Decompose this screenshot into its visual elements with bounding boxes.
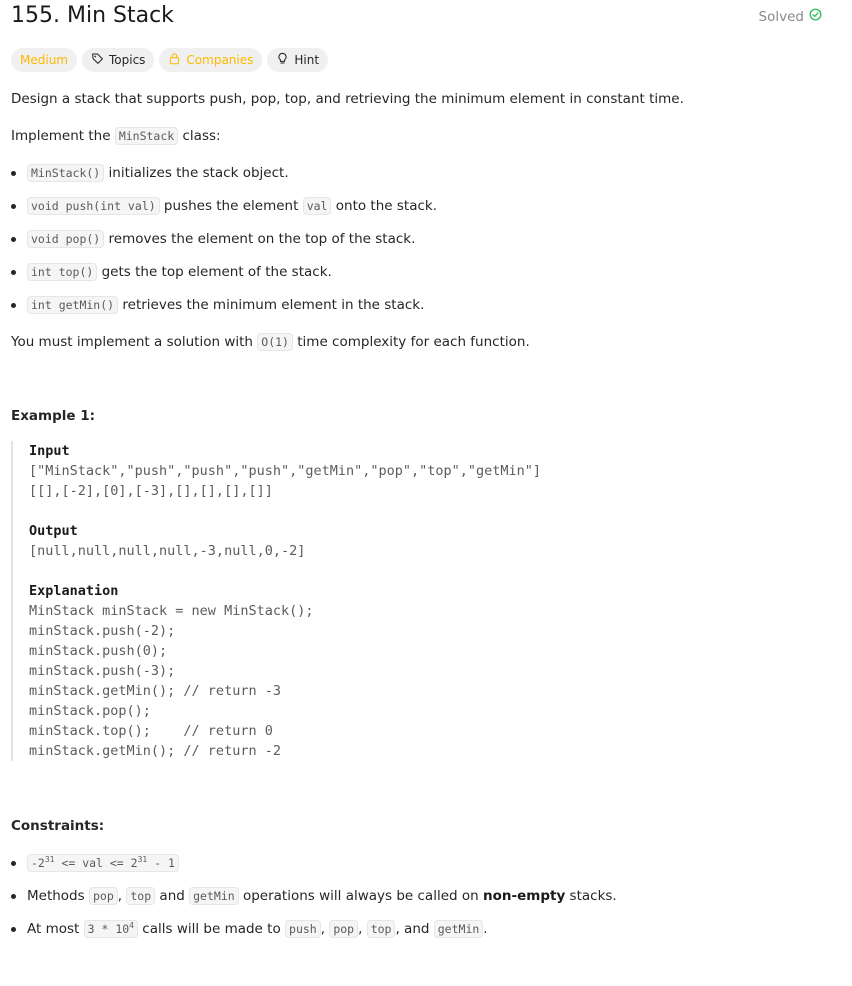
constraint-code: push xyxy=(285,920,321,938)
list-item xyxy=(11,853,617,873)
method-code: void push(int val) xyxy=(27,197,160,215)
solved-label: Solved xyxy=(758,8,804,25)
constraint-code: getMin xyxy=(434,920,484,938)
example-code-block xyxy=(11,441,711,761)
explanation-line: minStack.pop(); xyxy=(29,703,151,719)
list-item: At most $3 * 10^4$ calls will be made to push , pop , top , and getMin . xyxy=(11,919,617,939)
explanation-line: minStack.push(-2); xyxy=(29,623,176,639)
constraint-code: getMin xyxy=(189,887,239,905)
complexity-line xyxy=(11,332,530,352)
constraint-code: pop xyxy=(329,920,358,938)
lock-icon xyxy=(168,52,181,68)
solved-status xyxy=(759,8,822,25)
input-label: Input xyxy=(29,443,70,459)
problem-title[interactable]: 155. Min Stack xyxy=(11,3,174,28)
method-code: void pop() xyxy=(27,230,104,248)
list-item xyxy=(11,229,437,249)
method-text: pushes the element xyxy=(163,198,299,214)
list-item xyxy=(11,196,437,216)
example-heading: Example 1: xyxy=(11,408,96,424)
title-row xyxy=(11,2,822,34)
description-intro: Design a stack that supports push, pop, top, and retrieving the minimum element in constant time. xyxy=(11,91,684,107)
method-text: retrieves the minimum element in the stack. xyxy=(122,297,425,313)
check-circle-icon xyxy=(809,8,822,25)
constraints-list xyxy=(11,853,617,939)
difficulty-label: Medium xyxy=(20,53,68,67)
list-item xyxy=(11,262,437,282)
method-text: gets the top element of the stack. xyxy=(101,264,332,280)
constraint-range-code: $-2^{31}$ <= val <= $2^{31} - 1$ xyxy=(27,854,179,872)
input-line-2: [[],[-2],[0],[-3],[],[],[],[]] xyxy=(29,483,273,499)
explanation-line: minStack.push(0); xyxy=(29,643,168,659)
implement-line xyxy=(11,126,221,146)
method-param-code: val xyxy=(303,197,332,215)
difficulty-badge[interactable] xyxy=(11,48,77,72)
complexity-code: O(1) xyxy=(257,333,293,351)
explanation-label: Explanation xyxy=(29,583,119,599)
constraint-code: top xyxy=(126,887,155,905)
topics-button[interactable] xyxy=(82,48,154,72)
method-code: MinStack() xyxy=(27,164,104,182)
explanation-line: minStack.getMin(); // return -2 xyxy=(29,743,281,759)
complexity-prefix: You must implement a solution with xyxy=(11,334,253,350)
output-line: [null,null,null,null,-3,null,0,-2] xyxy=(29,543,306,559)
method-code: int top() xyxy=(27,263,97,281)
implement-code: MinStack xyxy=(115,127,178,145)
method-text: onto the stack. xyxy=(335,198,438,214)
list-item xyxy=(11,295,437,315)
hint-label: Hint xyxy=(294,53,320,67)
output-label: Output xyxy=(29,523,78,539)
companies-label: Companies xyxy=(186,53,254,67)
complexity-suffix: time complexity for each function. xyxy=(297,334,530,350)
tag-bar xyxy=(11,48,328,72)
constraint-calls-code: $3 * 10^4$ xyxy=(84,920,138,938)
implement-suffix: class: xyxy=(182,128,221,144)
hint-button[interactable] xyxy=(267,48,328,72)
list-item: Methods pop , top and getMin operations will always be called on non-empty stacks. xyxy=(11,886,617,906)
method-text: initializes the stack object. xyxy=(108,165,289,181)
explanation-line: minStack.getMin(); // return -3 xyxy=(29,683,281,699)
input-line-1: ["MinStack","push","push","push","getMin","pop","top","getMin"] xyxy=(29,463,542,479)
topics-label: Topics xyxy=(108,53,146,67)
explanation-line: minStack.top(); // return 0 xyxy=(29,723,273,739)
method-text: removes the element on the top of the stack. xyxy=(108,231,416,247)
explanation-line: MinStack minStack = new MinStack(); xyxy=(29,603,314,619)
explanation-line: minStack.push(-3); xyxy=(29,663,176,679)
tag-icon xyxy=(91,52,104,68)
list-item xyxy=(11,163,437,183)
companies-button[interactable] xyxy=(159,48,262,72)
methods-list xyxy=(11,163,437,315)
lightbulb-icon xyxy=(276,52,289,68)
constraint-code: top xyxy=(367,920,396,938)
non-empty-emphasis: non-empty xyxy=(483,888,566,904)
method-code: int getMin() xyxy=(27,296,118,314)
constraint-code: pop xyxy=(89,887,118,905)
constraints-heading: Constraints: xyxy=(11,818,105,834)
implement-prefix: Implement the xyxy=(11,128,111,144)
